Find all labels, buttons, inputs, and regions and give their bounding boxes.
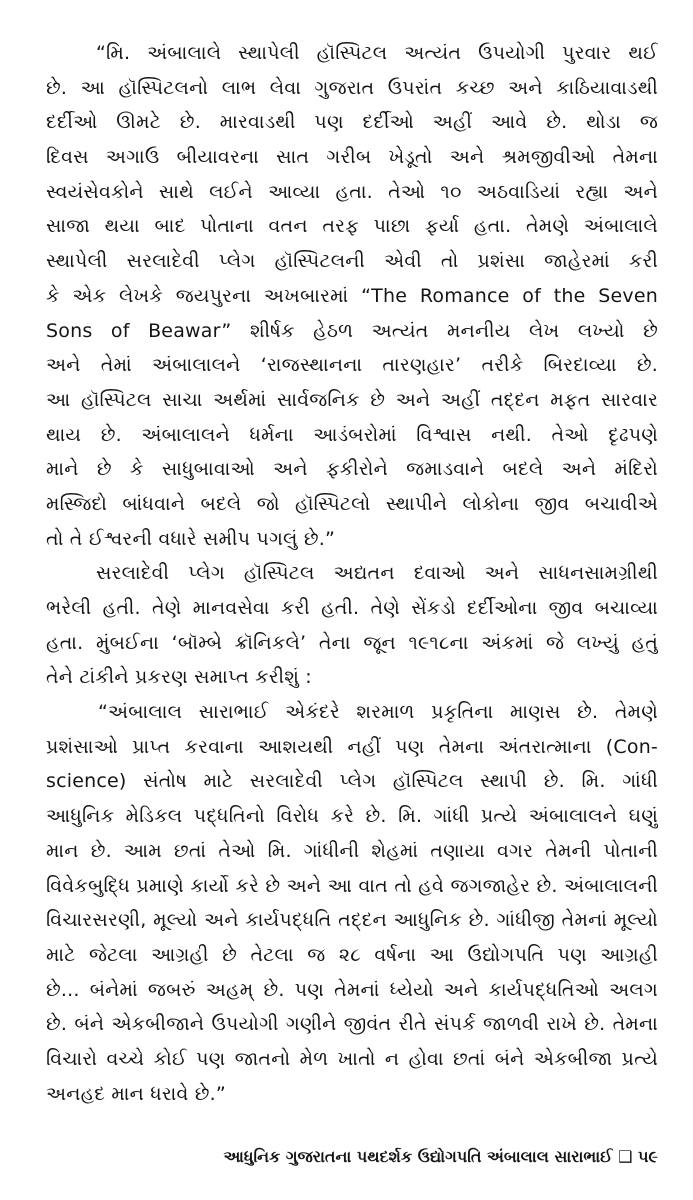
- text-line: ભરેલી હતી. તેણે માનવસેવા કરી હતી. તેણે સેંકડો દર્દીઓના જીવ બચાવ્યા: [46, 597, 658, 619]
- text-line: છે. આ હૉસ્પિટલનો લાભ લેવા ગુજરાત ઉપરાંત કચ્છ અને કાઠિયાવાડથી: [46, 76, 658, 99]
- text-line: અનહદ માન ધરાવે છે.”: [46, 1082, 226, 1105]
- text-line: દર્દીઓ ઊમટે છે. મારવાડથી પણ દર્દીઓ અહીં આવે છે. થોડા જ: [46, 111, 658, 134]
- paragraph-quote-hospital: [46, 36, 658, 556]
- text-line: “અંબાલાલ સારાભાઈ એકંદરે શરમાળ પ્રકૃતિના માણસ છે. તેમણે: [98, 701, 658, 724]
- running-title: આધુનિક ગુજરાતના પથદર્શક ઉદ્યોગપતિ અંબાલાલ સારાભાઈ: [223, 1147, 613, 1166]
- text-line: Sons of Beawar” શીર્ષક હેઠળ અત્યંત મનનીય લેખ લખ્યો છે: [46, 319, 658, 342]
- text-line: થાય છે. અંબાલાલને ધર્મના આડંબરોમાં વિશ્વાસ નથી. તેઓ દૃઢપણે: [46, 423, 658, 446]
- text-line: કે એક લેખકે જયપુરના અખબારમાં “The Romance of the Seven: [46, 284, 658, 307]
- text-line: મસ્જિદો બાંધવાને બદલે જો હૉસ્પિટલો સ્થાપીને લોકોના જીવ બચાવીએ: [46, 492, 658, 515]
- text-line: દિવસ અગાઉ બીયાવરના સાત ગરીબ ખેડૂતો અને શ્રમજીવીઓ તેમના: [46, 146, 658, 169]
- text-line: આ હૉસ્પિટલ સાચા અર્થમાં સાર્વજનિક છે અને અહીં તદ્દન મફત સારવાર: [46, 388, 658, 411]
- text-line: છે. બંને એકબીજાને ઉપયોગી ગણીને જીવંત રીતે સંપર્ક જાળવી રાખે છે. તેમના: [46, 1013, 658, 1036]
- paragraph-quote-chronicle: [46, 695, 658, 1111]
- text-line: science) સંતોષ માટે સરલાદેવી પ્લેગ હૉસ્પિટલ સ્થાપી છે. મિ. ગાંધી: [46, 770, 658, 793]
- text-line: આધુનિક મેડિકલ પદ્ધતિનો વિરોધ કરે છે. મિ. ગાંધી પ્રત્યે અંબાલાલને ઘણું: [46, 805, 658, 828]
- page-number: ૫૯: [638, 1147, 658, 1166]
- text-line: અને તેમાં અંબાલાલને ‘રાજસ્થાનના તારણહાર’ તરીકે બિરદાવ્યા છે.: [46, 354, 658, 377]
- text-line: સ્થાપેલી સરલાદેવી પ્લેગ હૉસ્પિટલની એવી તો પ્રશંસા જાહેરમાં કરી: [46, 250, 658, 273]
- text-line: “મિ. અંબાલાલે સ્થાપેલી હૉસ્પિટલ અત્યંત ઉપયોગી પુરવાર થઈ: [96, 42, 658, 64]
- page-mark-icon: ❑: [618, 1147, 633, 1166]
- text-line: સ્વયંસેવકોને સાથે લઈને આવ્યા હતા. તેઓ ૧૦ અઠવાડિયાં રહ્યા અને: [46, 180, 658, 203]
- text-line: હતા. મુંબઈના ‘બૉમ્બે ક્રૉનિકલે’ તેના જૂન ૧૯૧૮ના અંકમાં જે લખ્યું હતું: [46, 631, 658, 654]
- paragraph-narration: [46, 556, 658, 695]
- text-line: માટે જેટલા આગ્રહી છે તેટલા જ ૨૮ વર્ષના આ ઉદ્યોગપતિ પણ આગ્રહી: [46, 943, 658, 966]
- text-line: તો તે ઈશ્વરની વધારે સમીપ પગલું છે.”: [46, 527, 336, 550]
- text-line: વિવેકબુદ્ધિ પ્રમાણે કાર્યો કરે છે અને આ વાત તો હવે જગજાહેર છે. અંબાલાલની: [46, 874, 658, 897]
- text-line: સરલાદેવી પ્લેગ હૉસ્પિટલ અદ્યતન દવાઓ અને સાધનસામગ્રીથી: [96, 562, 658, 585]
- text-line: પ્રશંસાઓ પ્રાપ્ત કરવાના આશયથી નહીં પણ તેમના અંતરાત્માના (Con-: [46, 735, 658, 758]
- text-line: વિચારસરણી, મૂલ્યો અને કાર્યપદ્ધતિ તદ્દન આધુનિક છે. ગાંધીજી તેમનાં મૂલ્યો: [46, 909, 658, 932]
- text-line: માને છે કે સાધુબાવાઓ અને ફકીરોને જમાડવાને બદલે અને મંદિરો: [46, 458, 658, 481]
- page-footer: [46, 1142, 658, 1172]
- text-line: માન છે. આમ છતાં તેઓ મિ. ગાંધીની શેહમાં તણાયા વગર તેમની પોતાની: [46, 839, 658, 862]
- text-line: વિચારો વચ્ચે કોઈ પણ જાતનો મેળ ખાતો ન હોવા છતાં બંને એકબીજા પ્રત્યે: [46, 1047, 658, 1070]
- text-line: તેને ટાંકીને પ્રકરણ સમાપ્ત કરીશું :: [46, 666, 312, 689]
- body-text: [46, 36, 658, 1111]
- text-line: છે... બંનેમાં જબરું અહમ્ છે. પણ તેમનાં ધ્યેયો અને કાર્યપદ્ધતિઓ અલગ: [46, 978, 658, 1001]
- text-line: સાજા થયા બાદ પોતાના વતન તરફ પાછા ફર્યા હતા. તેમણે અંબાલાલે: [46, 215, 658, 238]
